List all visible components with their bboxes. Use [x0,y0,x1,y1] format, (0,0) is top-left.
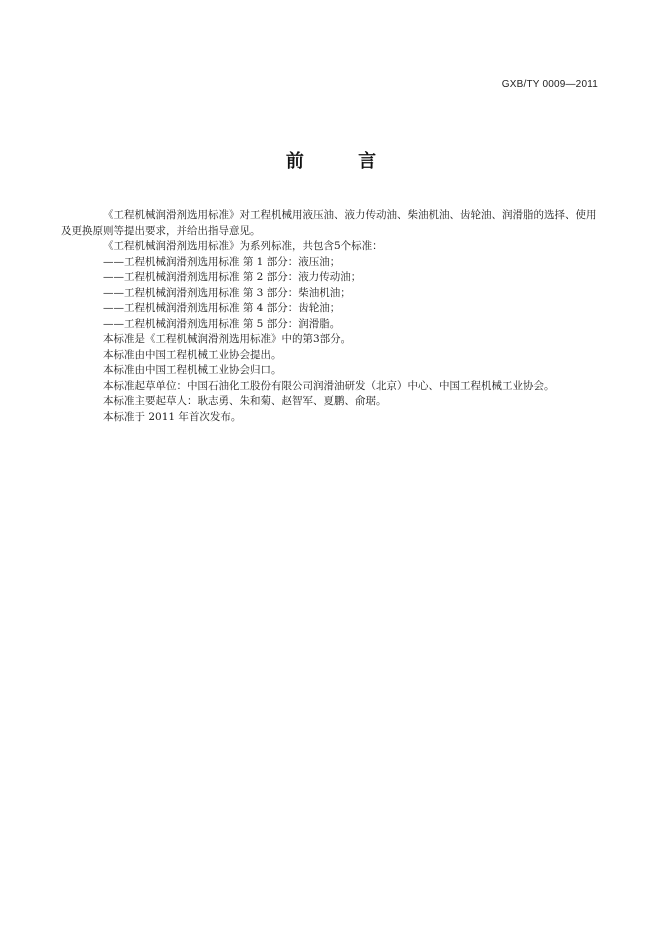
page-title: 前 言 [285,151,401,172]
paragraph-first-release: 本标准于 2011 年首次发布。 [103,410,242,423]
list-item-part-3: ——工程机械润滑剂选用标准 第 3 部分：柴油机油； [103,286,351,299]
paragraph-centralized: 本标准由中国工程机械工业协会归口。 [103,364,282,376]
paragraph-drafters: 本标准主要起草人：耿志勇、朱和菊、赵智军、夏鹏、俞琚。 [103,395,387,407]
paragraph-intro: 《工程机械润滑剂选用标准》对工程机械用液压油、液力传动油、柴油机油、齿轮油、润滑脂的选择、使用及更换原则等提出要求，并给出指导意见。 [61,209,597,237]
paragraph-part-statement: 本标准是《工程机械润滑剂选用标准》中的第3部分。 [103,333,352,345]
preface-body [61,208,603,425]
list-item-part-5: ——工程机械润滑剂选用标准 第 5 部分：润滑脂。 [103,317,341,330]
document-code: GXB/TY 0009—2011 [501,79,598,90]
paragraph-series: 《工程机械润滑剂选用标准》为系列标准，共包含5个标准： [103,240,383,252]
list-item-part-4: ——工程机械润滑剂选用标准 第 4 部分：齿轮油； [103,302,341,314]
paragraph-proposer: 本标准由中国工程机械工业协会提出。 [103,348,282,361]
list-item-part-1: ——工程机械润滑剂选用标准 第 1 部分：液压油； [103,255,341,268]
list-item-part-2: ——工程机械润滑剂选用标准 第 2 部分：液力传动油； [103,271,362,283]
paragraph-drafting-units: 本标准起草单位：中国石油化工股份有限公司润滑油研发（北京）中心、中国工程机械工业协会。 [103,379,555,392]
